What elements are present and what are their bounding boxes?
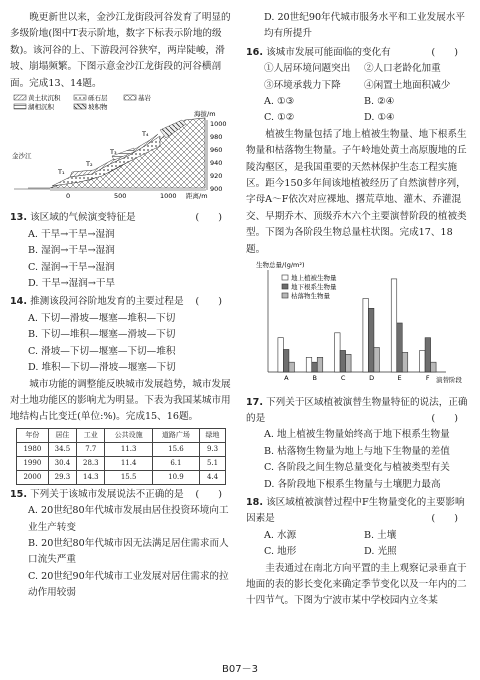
bar-E-series-2	[397, 323, 403, 372]
river-label: 金沙江	[12, 152, 32, 161]
legend-slope: 坡积物	[88, 103, 108, 112]
svg-text:940: 940	[210, 159, 223, 168]
bar-F-series-2	[425, 338, 431, 372]
x-tick-label: E	[397, 374, 402, 383]
q14-option-a[interactable]: A. 下切—滑坡—堰塞—堆积—下切	[28, 312, 176, 324]
bar-E-series-3	[402, 352, 408, 372]
q15-stem: 下列关于该城市发展说法不正确的是	[30, 488, 184, 500]
x-tick-label: D	[369, 374, 375, 383]
bar-D-series-1	[363, 299, 369, 373]
q13-option-c[interactable]: C. 湿润→干旱→湿润	[28, 261, 115, 273]
legend-swatch	[282, 293, 288, 298]
table-row: 2000 29.3 14.3 15.5 10.9 4.4	[17, 470, 226, 484]
svg-text:1000: 1000	[160, 192, 177, 201]
table-row: 1990 30.4 28.3 11.4 6.1 5.1	[17, 456, 226, 470]
question-14: 14. 推测该段河谷阶地发育的主要过程是 ( ) A. 下切—滑坡—堰塞—堆积—下切 B. 下切—堆积—堰塞—滑坡—下切 C. 滑坡—下切—堰塞—下切—堆积 D. 堆积—下切—滑坡—堰塞—下切	[10, 294, 234, 376]
svg-text:980: 980	[210, 133, 223, 142]
question-16: 16. 该城市发展可能面临的变化有 ( ) ①人居环境问题突出 ②人口老龄化加重 ③环境承载力下降 ④闲置土地面积减少 A. ①③ B. ②④ C. ①② D. ①④	[246, 45, 470, 127]
legend-label: 枯落物生物量	[291, 292, 330, 301]
intro-13-14: 晚更新世以来，金沙江龙街段河谷发育了明显的多级阶地(图中T表示阶地，数字下标表示阶地的级数)。该河谷的上、下游段河谷狭窄，两岸陡峻，滑坡、崩塌频繁。下图示意金沙江龙街段的河谷横剖面。完成13、14题。	[10, 12, 231, 89]
y-axis-title: 海拔/m	[194, 110, 216, 119]
bar-C-series-2	[340, 351, 346, 373]
bar-B-series-1	[306, 357, 312, 372]
intro-gnomon: 圭表通过在南北方向平置的圭上观察记录垂直于地面的表的影长变化来确定季节变化以及一年内的二十四节气。下图为宁波市某中学校园内立冬某	[246, 562, 467, 607]
q13-option-d[interactable]: D. 干旱→湿润→干旱	[28, 278, 116, 290]
terrace-t4: T₄	[142, 130, 149, 139]
q13-option-a[interactable]: A. 干旱→干旱→湿润	[28, 228, 115, 240]
q14-stem: 推测该段河谷阶地发育的主要过程是	[30, 296, 184, 308]
bar-B-series-2	[312, 362, 318, 372]
q14-option-d[interactable]: D. 堆积—下切—滑坡—堰塞—下切	[28, 362, 176, 374]
table-row: 1980 34.5 7.7 11.3 15.6 9.3	[17, 442, 226, 456]
legend-gravel: 砾石层	[88, 94, 108, 103]
q18-stem: 该区域植被演替过程中F生物量变化的主要影响因素是	[246, 496, 465, 525]
q16-item-1: ①人居环境问题突出	[264, 63, 351, 75]
bar-B-series-3	[317, 357, 323, 372]
svg-text:500: 500	[114, 192, 127, 201]
q15-option-b[interactable]: B. 20世纪80年代城市因无法满足居住需求而人口流失严重	[28, 537, 229, 566]
intro-15-16: 城市功能的调整能反映城市发展趋势，城市发展对土地功能区的影响尤为明显。下表为我国某城市用地结构占比变迁(单位:%)。完成15、16题。	[10, 378, 231, 423]
q17-stem: 下列关于区域植被演替生物量特征的说法，正确的是	[246, 396, 468, 424]
question-18: 18. 该区域植被演替过程中F生物量变化的主要影响因素是 ( ) A. 水源 B. 土壤 C. 地形 D. 光照	[246, 495, 470, 561]
question-13: 13. 该区域的气候演变特征是 ( ) A. 干旱→干旱→湿润 B. 湿润→干旱→湿润 C. 湿润→干旱→湿润 D. 干旱→湿润→干旱	[10, 210, 234, 292]
x-axis-title: 距离/m	[186, 192, 208, 201]
svg-text:1000: 1000	[210, 120, 227, 129]
bar-E-series-1	[391, 279, 397, 372]
legend-swatch	[282, 284, 288, 289]
intro-17-18: 植被生物量包括了地上植被生物量、地下根系生物量和枯落物生物量。子午岭地处黄土高原腹地的丘陵沟壑区，是我国重要的天然林保护生态工程实施区。距今150多年间该地植被经历了自然演替序列，字母A～F依次对应裸地、撂荒草地、灌木、乔灌混交、早期乔木、顶级乔木六个主要演替阶段的植被类型。下图为各阶段生物总量柱状图。完成17、18题。	[246, 128, 467, 255]
q16-option-b[interactable]: B. ②④	[364, 96, 395, 108]
svg-text:920: 920	[210, 172, 223, 181]
legend-swatch	[282, 275, 288, 280]
q16-item-4: ④闲置土地面积减少	[364, 79, 451, 91]
q17-option-c[interactable]: C. 各阶段之间生物总量变化与植被类型有关	[264, 462, 450, 474]
bar-F-series-1	[420, 351, 426, 373]
q15-option-d[interactable]: D. 20世纪90年代城市服务水平和工业发展水平均有所提升	[264, 12, 465, 40]
bar-D-series-2	[368, 308, 374, 372]
q15-option-a[interactable]: A. 20世纪80年代城市发展由居住投资环境向工业生产转变	[28, 505, 229, 533]
land-use-table	[16, 428, 226, 485]
x-tick-label: B	[312, 374, 317, 383]
terrace-t1: T₁	[58, 168, 65, 177]
table-header-row: 年份 居住 工业 公共设施 道路广场 绿地	[17, 428, 226, 442]
bar-A-series-3	[289, 362, 295, 372]
q16-stem: 该城市发展可能面临的变化有	[266, 46, 391, 58]
q16-option-c[interactable]: C. ①②	[264, 112, 295, 124]
right-column	[246, 10, 470, 610]
x-tick-label: F	[425, 374, 430, 383]
q15-option-c[interactable]: C. 20世纪90年代城市工业发展对居住需求的拉动作用较弱	[28, 570, 229, 599]
q18-option-c[interactable]: C. 地形	[264, 546, 297, 558]
svg-text:0: 0	[66, 192, 71, 201]
chart-xlabel: 演替阶段	[436, 376, 462, 385]
bar-A-series-2	[283, 350, 289, 373]
x-axis	[50, 190, 208, 200]
chart-ylabel: 生物总量/(g/m²)	[256, 261, 305, 270]
q16-item-3: ③环境承载力下降	[264, 79, 341, 91]
svg-text:900: 900	[210, 185, 223, 194]
q17-option-d[interactable]: D. 各阶段地下根系生物量与土壤肥力最高	[264, 478, 441, 490]
left-column	[10, 10, 234, 602]
q16-item-2: ②人口老龄化加重	[364, 63, 441, 75]
page-number: B07－3	[222, 664, 258, 675]
q18-option-d[interactable]: D. 光照	[364, 546, 397, 558]
bar-C-series-3	[346, 354, 352, 372]
q13-option-b[interactable]: B. 湿润→干旱→湿润	[28, 245, 115, 257]
bar-A-series-1	[278, 338, 284, 372]
x-tick-label: C	[340, 374, 346, 383]
figure-legend	[14, 93, 152, 111]
q18-option-b[interactable]: B. 土壤	[364, 529, 397, 541]
legend-lake: 湖相沉积	[28, 103, 54, 112]
question-15: 15. 下列关于该城市发展说法不正确的是 ( ) A. 20世纪80年代城市发展由居住投资环境向工业生产转变 B. 20世纪80年代城市因无法满足居住需求而人口流失严重 C. 20世纪90年代城市工业发展对居住需求的拉动作用较弱	[10, 487, 234, 602]
q14-option-c[interactable]: C. 滑坡—下切—堰塞—下切—堆积	[28, 345, 176, 357]
q16-option-a[interactable]: A. ①③	[264, 96, 295, 108]
terrace-t3: T₃	[110, 148, 117, 157]
bar-F-series-3	[431, 362, 437, 372]
q16-option-d[interactable]: D. ①④	[364, 112, 395, 124]
bar-D-series-3	[374, 348, 380, 373]
terrace-t2: T₂	[86, 160, 93, 169]
q18-option-a[interactable]: A. 水源	[264, 529, 297, 541]
q14-option-b[interactable]: B. 下切—堆积—堰塞—滑坡—下切	[28, 329, 176, 341]
biomass-bar-chart	[246, 258, 470, 386]
legend-loess: 黄土状沉积	[28, 94, 61, 103]
x-tick-label: A	[284, 374, 289, 383]
q17-option-b[interactable]: B. 枯落物生物量为地上与地下生物量的差值	[264, 445, 450, 457]
legend-label: 地下根系生物量	[291, 283, 337, 292]
question-17: 17. 下列关于区域植被演替生物量特征的说法，正确的是 ( ) A. 地上植被生物量始终高于地下根系生物量 B. 枯落物生物量为地上与地下生物量的差值 C. 各阶段之间生物总量变化与植被类型有关 D. 各阶段地下根系生物量与土壤肥力最高	[246, 395, 470, 493]
legend-bedrock: 基岩	[138, 94, 151, 103]
svg-text:960: 960	[210, 146, 223, 155]
legend-label: 地上植被生物量	[291, 274, 337, 283]
valley-profile-figure	[10, 92, 234, 202]
q17-option-a[interactable]: A. 地上植被生物量始终高于地下根系生物量	[264, 429, 450, 441]
bar-C-series-1	[335, 333, 341, 372]
q13-stem: 该区域的气候演变特征是	[30, 212, 136, 224]
chart-legend	[282, 273, 337, 300]
